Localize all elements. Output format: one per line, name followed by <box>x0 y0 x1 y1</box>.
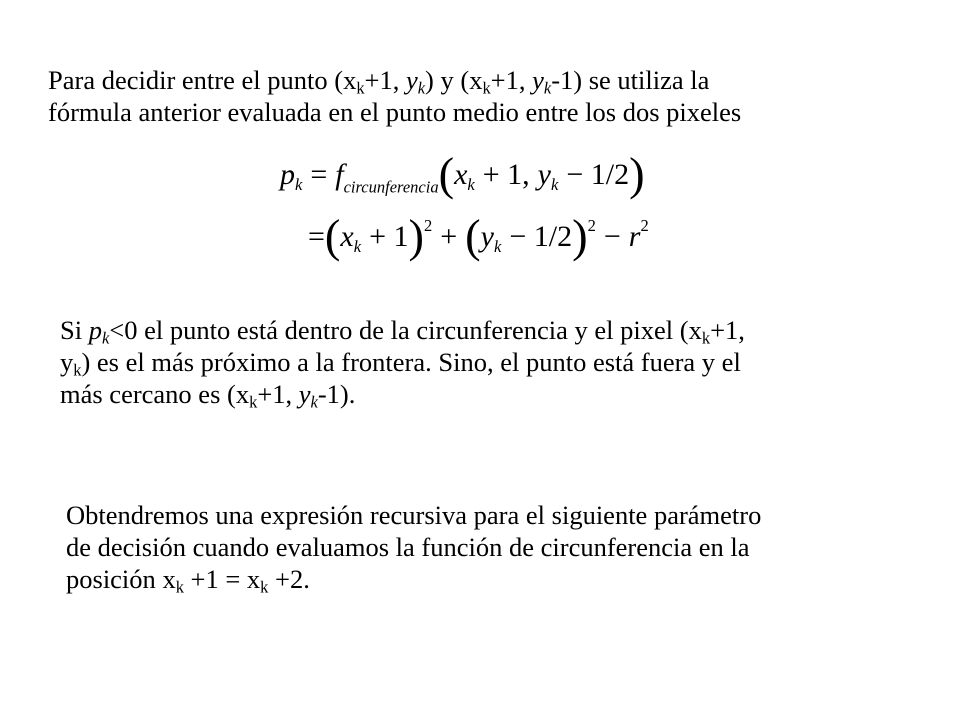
text-segment: más cercano es ( <box>60 379 236 409</box>
term-minus-half: − 1/2 <box>509 220 573 253</box>
var-x: x <box>343 65 357 95</box>
text-segment: +1, <box>364 65 406 95</box>
intro-paragraph <box>48 64 741 128</box>
subscript-k: k <box>73 360 82 380</box>
text-segment: Para decidir entre el punto ( <box>48 65 344 95</box>
function-f: f <box>335 158 344 191</box>
subscript-k: k <box>310 392 318 412</box>
intro-line-1 <box>48 64 741 96</box>
text-segment: +1 = <box>183 564 247 594</box>
formula-row-2 <box>308 211 649 263</box>
text-segment: ) es el más próximo a la frontera. Sino, el punto está fuera y el <box>81 347 741 377</box>
text-segment: <0 el punto está dentro de la circunferencia y el pixel ( <box>109 315 689 345</box>
var-y: y <box>532 65 544 95</box>
var-y: y <box>60 347 74 377</box>
var-x: x <box>235 379 250 409</box>
exponent-2: 2 <box>587 216 596 236</box>
subscript-k: k <box>101 328 110 348</box>
text-segment: -1) se utiliza la <box>551 65 710 95</box>
condition-paragraph <box>60 314 745 410</box>
text-segment: -1). <box>317 379 356 409</box>
var-x: x <box>469 65 483 95</box>
recursion-line-3 <box>66 563 761 595</box>
left-paren: ( <box>438 149 455 201</box>
right-paren: ) <box>408 211 424 263</box>
var-y: y <box>405 65 418 95</box>
subscript-k: k <box>249 392 258 412</box>
subscript-k: k <box>467 174 475 194</box>
recursion-line-1: Obtendremos una expresión recursiva para el siguiente parámetro <box>66 500 762 530</box>
equals-sign: = <box>310 158 328 191</box>
var-x: x <box>454 158 468 191</box>
subscript-k: k <box>482 78 491 98</box>
term-plus-one: + 1 <box>369 220 409 253</box>
subscript-k: k <box>551 174 559 194</box>
term-minus-half: − 1/2 <box>566 158 630 191</box>
subscript-k: k <box>353 236 362 256</box>
subscript-k: k <box>543 78 552 98</box>
plus-sign: + <box>440 220 458 253</box>
var-y: y <box>480 220 494 253</box>
text-segment: posición <box>66 564 163 594</box>
subscript-k: k <box>701 328 711 348</box>
subscript-k: k <box>295 174 303 194</box>
function-subscript: circunferencia <box>343 177 439 197</box>
right-paren: ) <box>572 211 588 263</box>
minus-sign: − <box>603 220 621 253</box>
var-p: p <box>88 315 102 345</box>
text-segment: +2. <box>268 564 310 594</box>
condition-line-2 <box>60 346 745 378</box>
condition-line-1 <box>60 314 745 346</box>
var-y: y <box>537 158 551 191</box>
var-x: x <box>340 220 354 253</box>
text-segment: +1, <box>710 315 745 345</box>
text-segment: +1, <box>490 65 533 95</box>
intro-line-2: fórmula anterior evaluada en el punto medio entre los dos pixeles <box>48 97 742 127</box>
var-y: y <box>298 379 311 409</box>
recursion-line-2: de decisión cuando evaluamos la función de circunferencia en la <box>66 532 750 562</box>
text-segment: Si <box>60 315 89 345</box>
condition-line-3 <box>60 378 745 410</box>
subscript-k: k <box>417 78 426 98</box>
subscript-k: k <box>494 236 502 256</box>
subscript-k: k <box>175 577 184 597</box>
right-paren: ) <box>629 149 645 201</box>
formula-row-1 <box>280 149 645 201</box>
text-segment: +1, <box>257 379 299 409</box>
var-x: x <box>162 564 176 594</box>
term-plus-one: + 1, <box>482 158 530 191</box>
left-paren: ( <box>324 211 341 263</box>
exponent-2: 2 <box>640 216 649 236</box>
equals-sign: = <box>308 220 325 253</box>
text-segment: ) y ( <box>425 65 470 95</box>
left-paren: ( <box>465 211 481 263</box>
var-x: x <box>688 315 702 345</box>
var-p: p <box>280 158 295 191</box>
recursion-paragraph <box>66 499 761 595</box>
subscript-k: k <box>260 577 269 597</box>
exponent-2: 2 <box>424 216 433 236</box>
var-x: x <box>246 564 261 594</box>
subscript-k: k <box>356 78 365 98</box>
var-r: r <box>628 220 641 253</box>
